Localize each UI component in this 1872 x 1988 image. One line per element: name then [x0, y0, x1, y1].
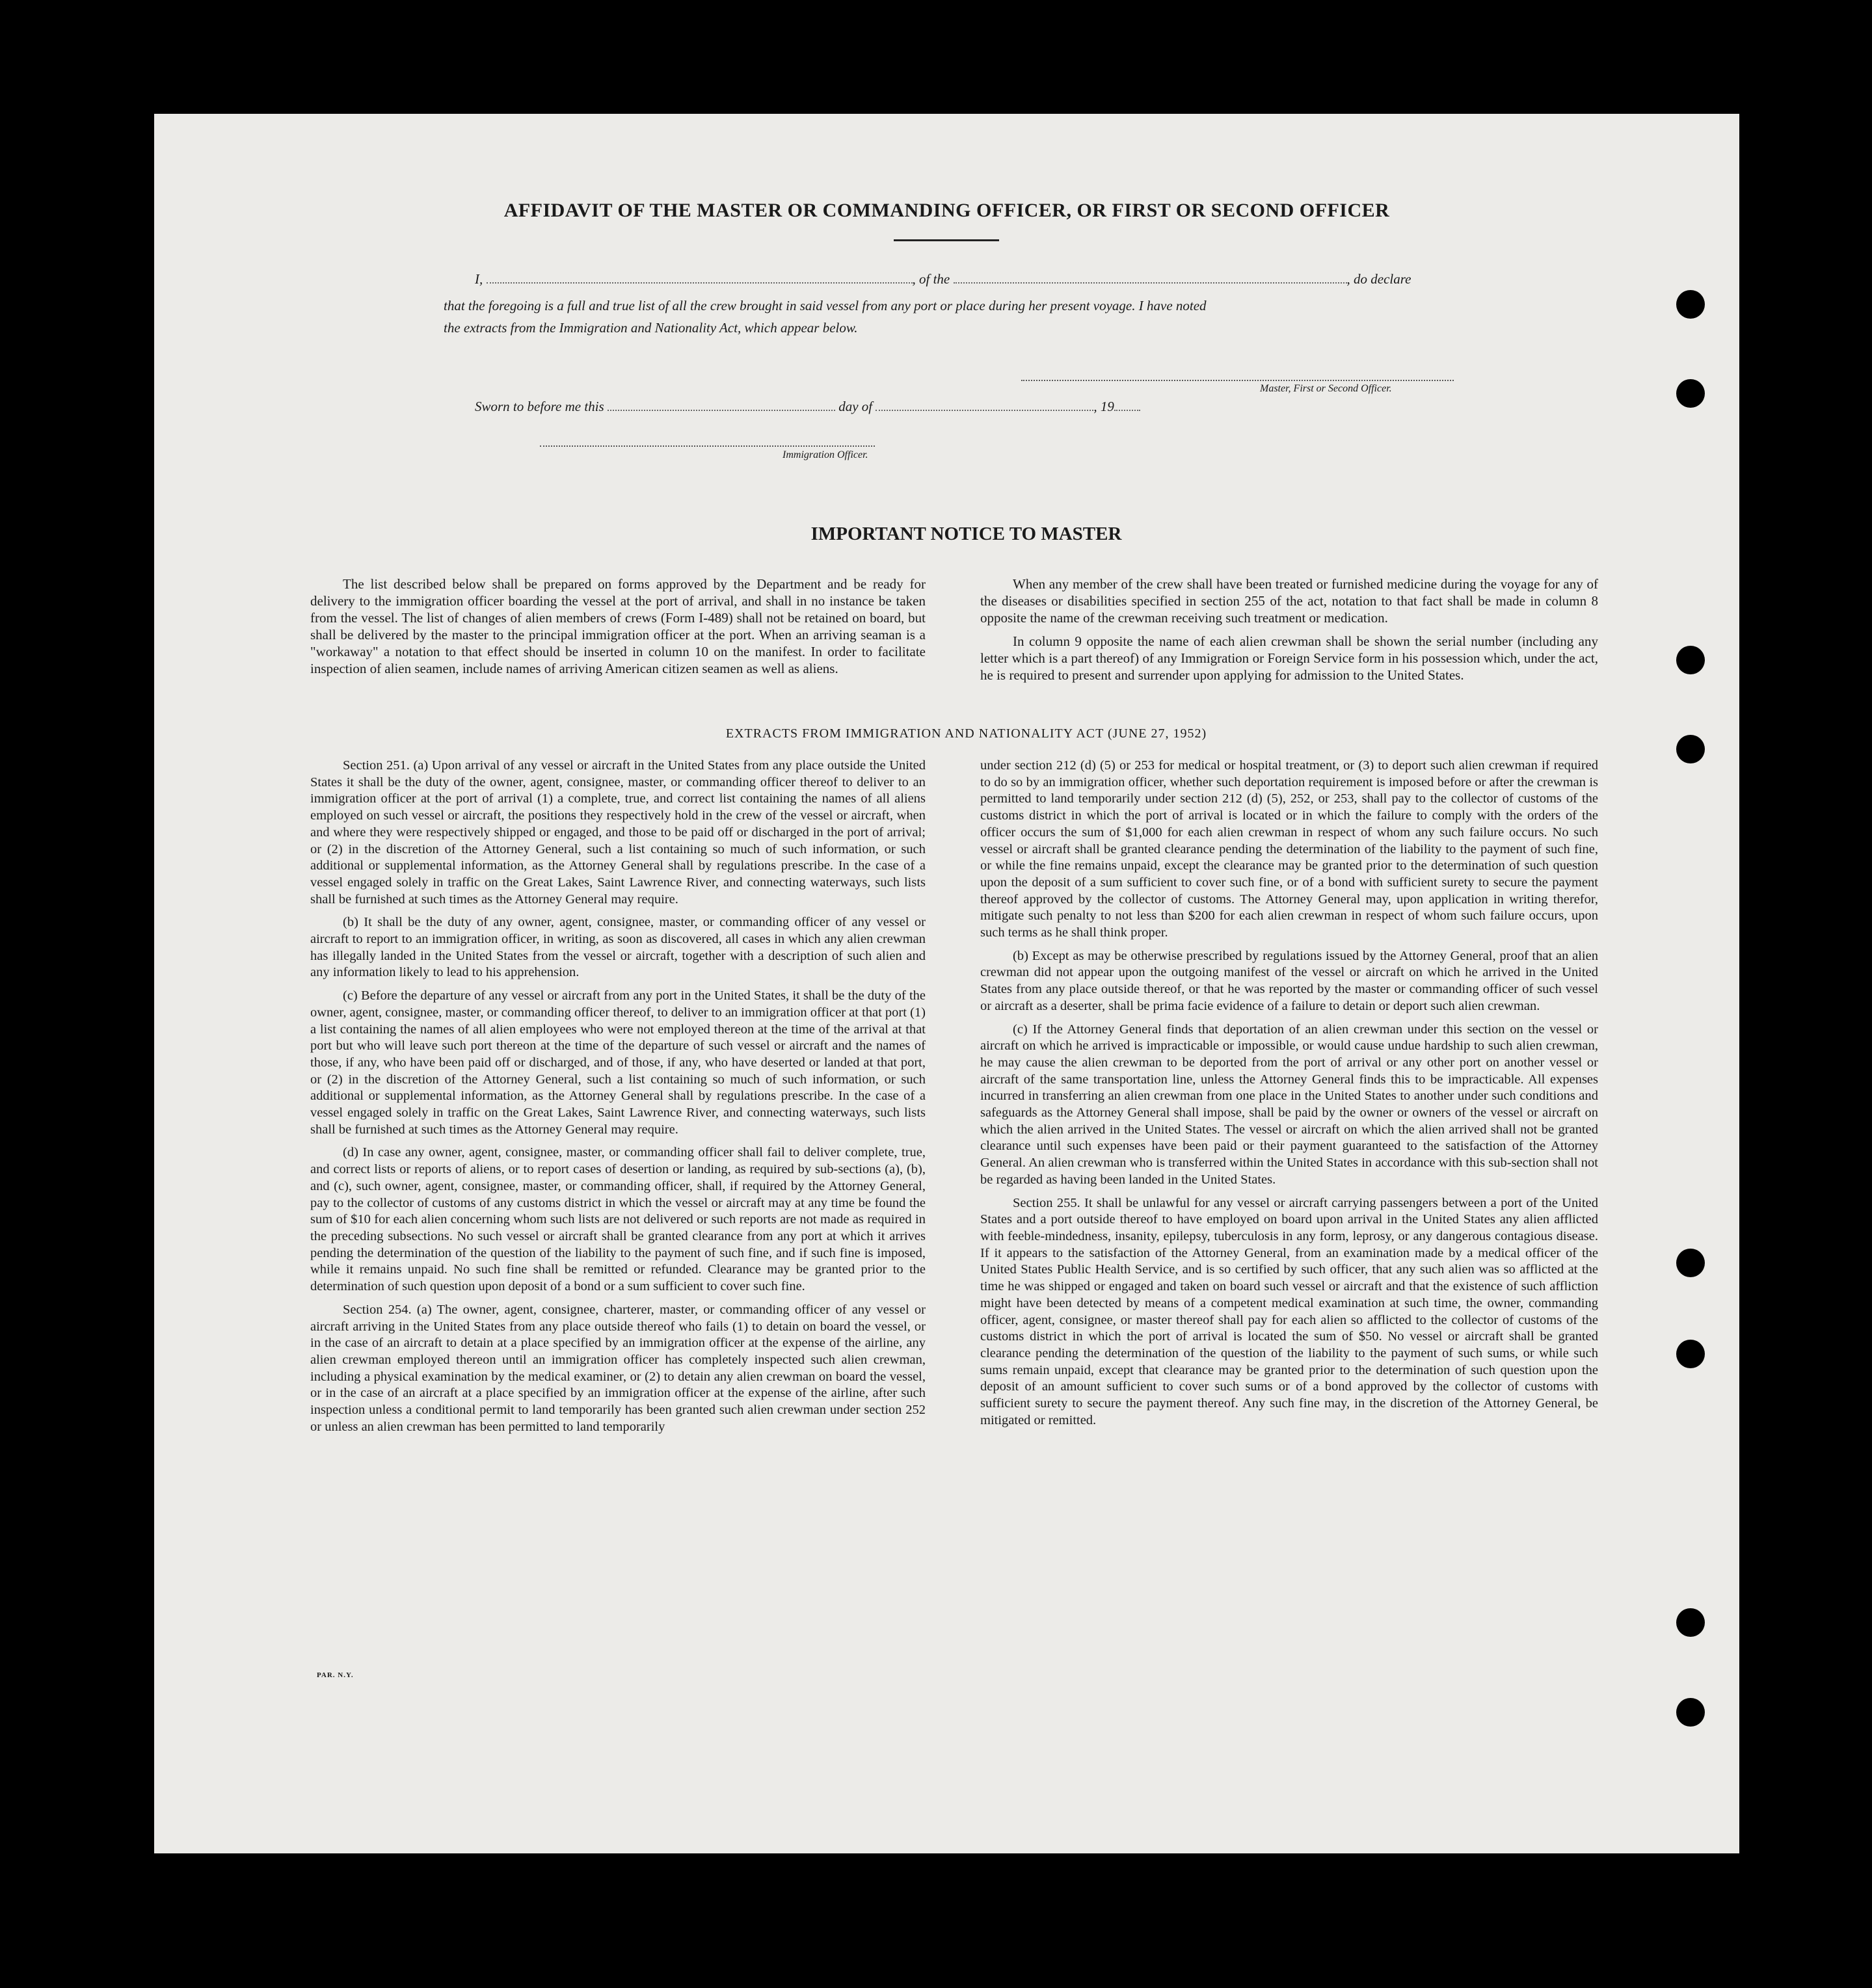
affidavit-title: AFFIDAVIT OF THE MASTER OR COMMANDING OFFICER, OR FIRST OR SECOND OFFICER: [503, 200, 1390, 221]
officer-signature-line[interactable]: [540, 445, 875, 447]
document-page: [154, 114, 1739, 1853]
sworn-line: [475, 399, 1140, 415]
section-255: Section 255. It shall be unlawful for any vessel or aircraft carrying passengers between a port of the United States and a port outside thereof to have employed on board upon arrival in the United States any alien afflicted with feeble-mindedness, insanity, epilepsy, tuberculosis in any form, leprosy, or any dangerous contagious disease. If it appears to the satisfaction of the Attorney General, from an examination made by a medical officer of the United States Public Health Service, and is so certified by such officer, that any such alien was so afflicted at the time he was shipped or engaged and taken on board such vessel or aircraft and that the existence of such affliction might have been detected by means of a competent medical examination at such time, the owner, commanding officer, agent, consignee, or master thereof shall pay for each alien so afflicted to the collector of customs of the customs district in which the port of arrival is located the sum of $50. No vessel or aircraft shall be granted clearance pending the determination of the question of the liability to the payment of such sums, or while such sums remain unpaid, except that clearance may be granted prior to the determination of such question upon the deposit of an amount sufficient to cover such sums or of a bond approved by the collector of customs with sufficient surety to secure the payment thereof. Any such fine may, in the discretion of the Attorney General, be mitigated or remitted.: [980, 1195, 1598, 1427]
notice-right-column: [980, 576, 1598, 690]
day-of-label: day of: [838, 399, 873, 414]
section-251a: Section 251. (a) Upon arrival of any vessel or aircraft in the United States from any place outside the United States it shall be the duty of the owner, agent, consignee, master, or commanding officer thereof to deliver to an immigration officer at the port of arrival (1) a complete, true, and correct list containing the names of all aliens employed on such vessel or aircraft, the positions they respectively hold in the crew of the vessel or aircraft, when and where they were respectively shipped or engaged, and those to be paid off or discharged in the port of arrival; or (2) in the discretion of the Attorney General, such a list containing so much of such information, or such additional or supplemental information, as the Attorney General shall by regulations prescribe. In the case of a vessel engaged solely in traffic on the Great Lakes, Saint Lawrence River, and connecting waterways, such lists shall be furnished at such times as the Attorney General may require.: [310, 758, 926, 907]
punch-hole: [1676, 1249, 1705, 1277]
printer-mark: PAR. N.Y.: [317, 1671, 354, 1679]
extracts-left-column: [310, 758, 926, 1442]
of-the-label: , of the: [912, 271, 950, 287]
master-signature-label: Master, First or Second Officer.: [1260, 383, 1392, 394]
declaration-line-3: the extracts from the Immigration and Nationality Act, which appear below.: [444, 320, 858, 336]
do-declare-label: , do declare: [1346, 271, 1411, 287]
section-251c: (c) Before the departure of any vessel or aircraft from any port in the United States, it shall be the duty of the owner, agent, consignee, master, or commanding officer thereof, to deliver to an immigration officer at that port (1) a list containing the names of all alien employees who were not employed thereon at the time of the arrival at that port but who will leave such port thereon at the time of the departure of such vessel or aircraft and the names of those, if any, who have been paid off or discharged, and of those, if any, who have deserted or landed at that port, or (2) in the discretion of the Attorney General, such a list containing so much of such information, or such additional or supplemental information, as the Attorney General shall by regulations prescribe. In the case of a vessel engaged solely in traffic on the Great Lakes, Saint Lawrence River, and connecting waterways, such lists shall be furnished at such times as the Attorney General may require.: [310, 988, 926, 1137]
notice-title: IMPORTANT NOTICE TO MASTER: [810, 524, 1122, 544]
extracts-title: EXTRACTS FROM IMMIGRATION AND NATIONALITY ACT (JUNE 27, 1952): [725, 726, 1207, 741]
punch-hole: [1676, 1608, 1705, 1637]
year-label: , 19: [1093, 399, 1114, 414]
notice-right-paragraph-2: In column 9 opposite the name of each alien crewman shall be shown the serial number (including any letter which is a part thereof) of any Immigration or Foreign Service form in his possession which, under the act, he is required to present and surrender upon applying for admission to the United States.: [980, 633, 1598, 683]
title-rule: [894, 239, 999, 241]
declarant-name-field[interactable]: [487, 273, 913, 284]
extracts-right-column: [980, 758, 1598, 1435]
sworn-label: Sworn to before me this: [475, 399, 604, 414]
vessel-name-field[interactable]: [954, 273, 1347, 284]
section-254a-continued: under section 212 (d) (5) or 253 for medical or hospital treatment, or (3) to deport such alien crewman if required to do so by an immigration officer, whether such deportation requirement is imposed before or after the crewman is permitted to land temporarily under section 212 (d) (5), 252, or 253, shall pay to the collector of customs of the customs district in which the port of arrival is located or in which the failure to comply with the orders of the officer occurs the sum of $1,000 for each alien crewman in respect of whom any such failure occurs. No such vessel or aircraft shall be granted clearance pending the determination of the liability to the payment of such fine, or while the fine remains unpaid, except the clearance may be granted prior to the determination of such question upon the deposit of a sum sufficient to cover such fine, or of a bond with sufficient surety to secure the payment thereof approved by the collector of customs. The Attorney General may, upon application in writing therefor, mitigate such penalty to not less than $200 for each alien crewman in respect of whom such failure occurs, upon such terms as he shall think proper.: [980, 758, 1598, 940]
section-254a: Section 254. (a) The owner, agent, consignee, charterer, master, or commanding officer of any vessel or aircraft arriving in the United States from any place outside thereof who fails (1) to detain on board the vessel, or in the case of an aircraft to detain at a place specified by an immigration officer at the expense of the airline, any alien crewman employed thereon until an immigration officer has completely inspected such alien crewman, including a physical examination by the medical examiner, or (2) to detain any alien crewman on board the vessel, or in the case of an aircraft at a place specified by an immigration officer at the expense of the airline, after such inspection unless a conditional permit to land temporarily has been granted such alien crewman under section 252 or unless an alien crewman has been permitted to land temporarily: [310, 1302, 926, 1434]
declaration-line-2: that the foregoing is a full and true list of all the crew brought in said vessel from any port or place during her present voyage. I have noted: [444, 298, 1207, 313]
sworn-year-field[interactable]: [1114, 401, 1140, 411]
punch-hole: [1676, 646, 1705, 674]
punch-hole: [1676, 735, 1705, 763]
section-254b: (b) Except as may be otherwise prescribed by regulations issued by the Attorney General, proof that an alien crewman did not appear upon the outgoing manifest of the vessel or aircraft on which he arrived in the United States from any place outside thereof, or that he was reported by the master or commanding officer of such vessel or aircraft as a deserter, shall be prima facie evidence of a failure to detain or deport such alien crewman.: [980, 948, 1598, 1013]
section-251b: (b) It shall be the duty of any owner, agent, consignee, master, or commanding officer of any vessel or aircraft to report to an immigration officer, in writing, as soon as discovered, all cases in which any alien crewman has illegally landed in the United States from the vessel or aircraft, together with a description of such alien and any information likely to lead to his apprehension.: [310, 915, 926, 980]
sworn-month-field[interactable]: [876, 401, 1093, 411]
notice-left-paragraph: The list described below shall be prepared on forms approved by the Department and be ready for delivery to the immigration officer boarding the vessel at the port of arrival, and shall in no instance be taken from the vessel. The list of changes of alien members of crews (Form I-489) shall not be retained on board, but shall be delivered by the master to the principal immigration officer at the port. When an arriving seaman is a "workaway" a notation to that effect should be inserted in column 10 on the manifest. In order to facilitate inspection of alien seamen, include names of arriving American citizen seamen as well as aliens.: [310, 576, 926, 676]
punch-hole: [1676, 1698, 1705, 1727]
notice-left-column: [310, 576, 926, 683]
punch-hole: [1676, 1340, 1705, 1368]
declarant-prefix: I,: [475, 271, 483, 287]
master-signature-line[interactable]: [1021, 380, 1454, 381]
section-254c: (c) If the Attorney General finds that deportation of an alien crewman under this section on the vessel or aircraft on which he arrived is impracticable or impossible, or would cause undue hardship to such alien crewman, he may cause the alien crewman to be deported from the port of arrival or any other port on another vessel or aircraft of the same transportation line, unless the Attorney General finds this to be impracticable. All expenses incurred in transferring an alien crewman from one place in the United States to another under such conditions and safeguards as the Attorney General shall impose, shall be paid by the owner or owners of the vessel or aircraft on which the alien arrived in the United States. The vessel or aircraft on which the alien arrived shall not be granted clearance until such expenses have been paid or their payment guaranteed to the satisfaction of the Attorney General. An alien crewman who is transferred within the United States in accordance with this sub-section shall not be regarded as having been landed in the United States.: [980, 1022, 1598, 1187]
punch-hole: [1676, 379, 1705, 408]
punch-hole: [1676, 290, 1705, 319]
sworn-day-field[interactable]: [608, 401, 835, 411]
declaration-line-1: [475, 271, 1411, 287]
notice-right-paragraph-1: When any member of the crew shall have been treated or furnished medicine during the voyage for any of the diseases or disabilities specified in section 255 of the act, notation to that fact shall be made in column 8 opposite the name of the crewman receiving such treatment or medication.: [980, 576, 1598, 626]
section-251d: (d) In case any owner, agent, consignee, master, or commanding officer shall fail to deliver complete, true, and correct lists or reports of aliens, or to report cases of desertion or landing, as required by sub-sections (a), (b), and (c), such owner, agent, consignee, master, or commanding officer, shall, if required by the Attorney General, pay to the collector of customs of any customs district in which the vessel or aircraft may at any time be found the sum of $10 for each alien concerning whom such lists are not delivered or such reports are not made as required in the preceding subsections. No such vessel or aircraft shall be granted clearance from any port at which it arrives pending the determination of the question of the liability to the payment of such fine, and if such fine is imposed, while it remains unpaid. No such fine shall be remitted or refunded. Clearance may be granted prior to the determination of such question upon deposit of a bond or a sum sufficient to cover such fine.: [310, 1145, 926, 1294]
officer-signature-label: Immigration Officer.: [782, 449, 868, 460]
